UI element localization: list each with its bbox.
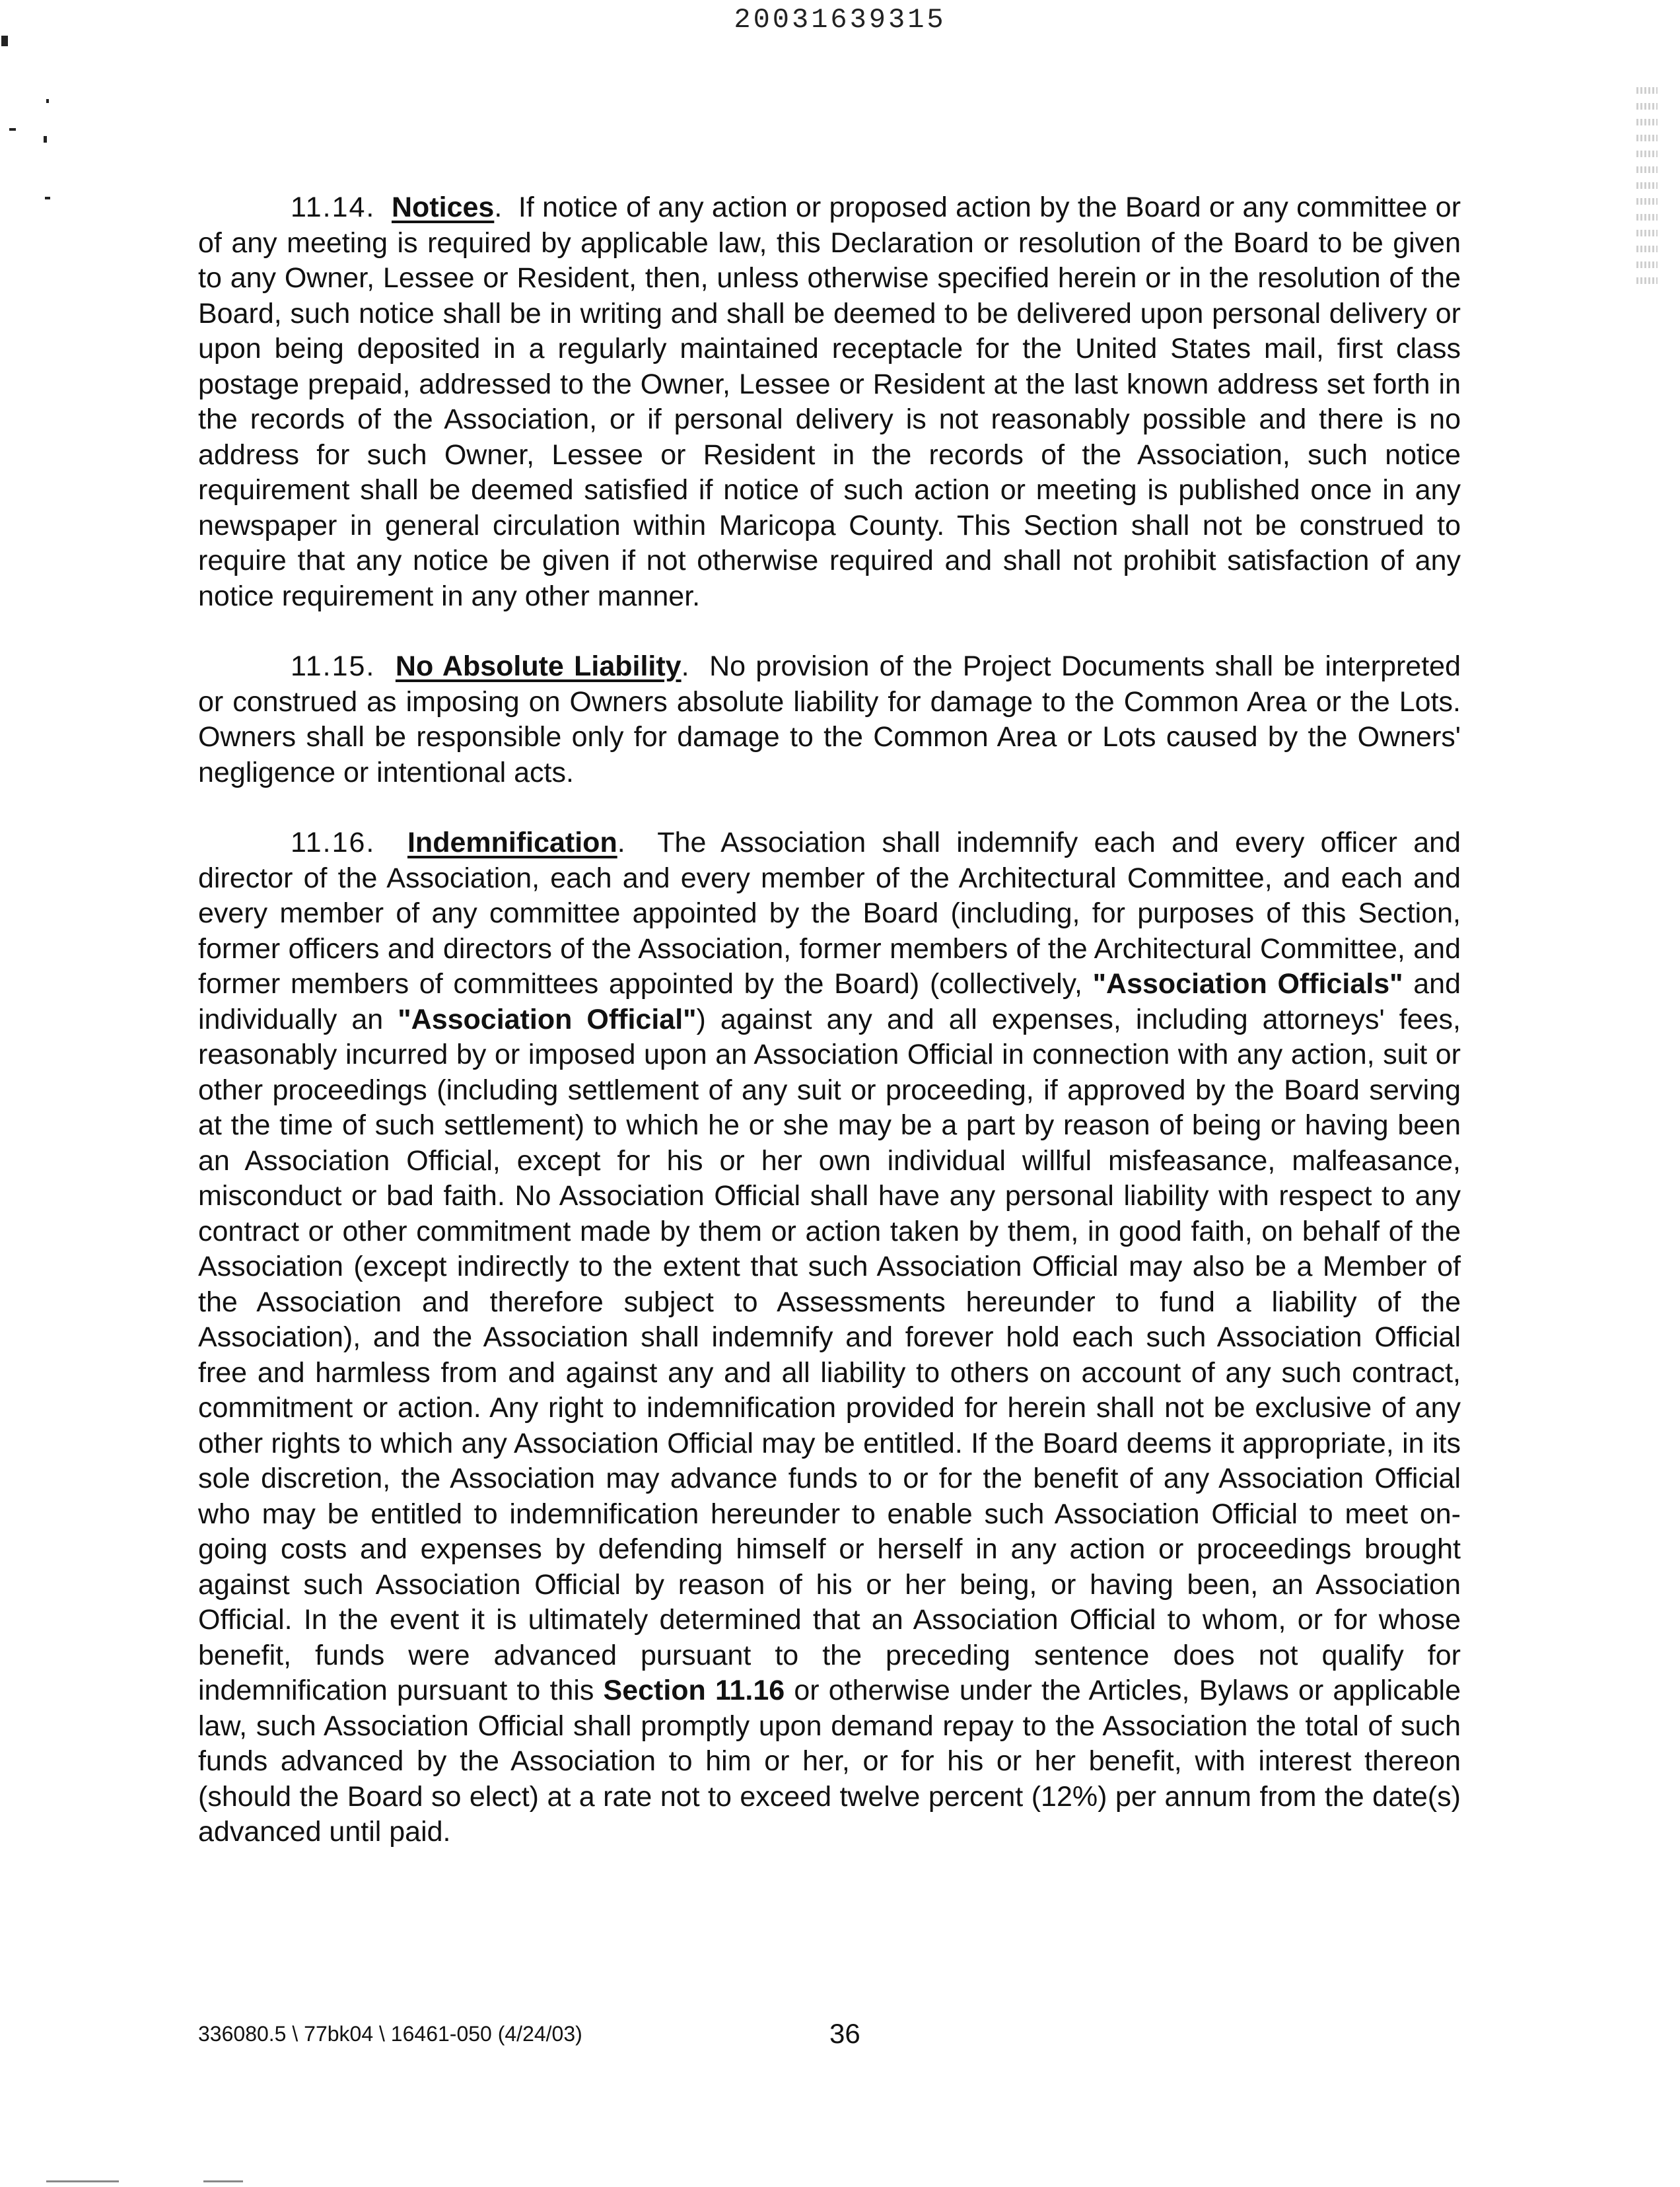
section-text: If notice of any action or proposed action by the Board or any committee or of any meeting is required by applicable law, this Declaration or resolution of the Board to be given to any Owner, Lessee or Resident, then, unless otherwise specified herein or in the resolution of the Board, such notice shall be in writing and shall be deemed to be delivered upon personal delivery or upon being deposited in a regularly maintained receptacle for the United States mail, first class postage prepaid, addressed to the Owner, Lessee or Resident at the last known address set forth in the records of the Association, or if personal delivery is not reasonably possible and there is no address for such Owner, Lessee or Resident in the records of the Association, such notice requirement shall be deemed satisfied if notice of such action or meeting is published once in any newspaper in general circulation within Maricopa County. This Section shall not be construed to require that any notice be given if not otherwise required and shall not prohibit satisfaction of any notice requirement in any other manner. [198, 191, 1461, 612]
section-11-14: 11.14. Notices. If notice of any action or proposed action by the Board or any committee or of any meeting is required by applicable law, this Declaration or resolution of the Board to be given to any Owner, Lessee or Resident, then, unless otherwise specified herein or in the resolution of the Board, such notice shall be in writing and shall be deemed to be delivered upon personal delivery or upon being deposited in a regularly maintained receptacle for the United States mail, first class postage prepaid, addressed to the Owner, Lessee or Resident at the last known address set forth in the records of the Association, or if personal delivery is not reasonably possible and there is no address for such Owner, Lessee or Resident in the records of the Association, such notice requirement shall be deemed satisfied if notice of such action or meeting is published once in any newspaper in general circulation within Maricopa County. This Section shall not be construed to require that any notice be given if not otherwise required and shall not prohibit satisfaction of any notice requirement in any other manner. [198, 191, 1461, 612]
section-number: 11.14. [291, 191, 376, 223]
section-text: and individually an [198, 968, 1461, 1035]
section-text: or otherwise under the Articles, Bylaws or applicable law, such Association Official shall promptly upon demand repay to the Association the total of such funds advanced by the Association to him or her, or for his or her benefit, with interest thereon (should the Board so elect) at a rate not to exceed twelve percent (12%) per annum from the date(s) advanced until paid. [198, 1675, 1461, 1848]
document-body [198, 190, 1461, 1885]
section-11-15: 11.15. No Absolute Liability. No provision of the Project Documents shall be interpreted or construed as imposing on Owners absolute liability for damage to the Common Area or the Lots. Owners shall be responsible only for damage to the Common Area or Lots caused by the Owners' negligence or intentional acts. [198, 650, 1461, 788]
scan-speck [45, 197, 50, 199]
scan-speck [44, 136, 47, 143]
section-heading: Indemnification [407, 827, 617, 858]
section-number: 11.15. [291, 650, 376, 682]
footer-document-id: 336080.5 \ 77bk04 \ 16461-050 (4/24/03) [198, 2022, 582, 2046]
page-number: 36 [829, 2018, 860, 2049]
recording-number: 20031639315 [734, 4, 946, 36]
section-text: No provision of the Project Documents shall be interpreted or construed as imposing on Owners absolute liability for damage to the Common Area or the Lots. Owners shall be responsible only for damage to the Common Area or Lots caused by the Owners' negligence or intentional acts. [198, 650, 1461, 788]
section-11-16: 11.16. Indemnification. The Association shall indemnify each and every officer and director of the Association, each and every member of the Architectural Committee, and each and every member of any committee appointed by the Board (including, for purposes of this Section, former officers and directors of the Association, former members of the Architectural Committee, and former members of committees appointed by the Board) (collectively, "Association Officials" and individually an "Association Official") against any and all expenses, including attorneys' fees, reasonably incurred by or imposed upon an Association Official in connection with any action, suit or other proceedings (including settlement of any suit or proceeding, if approved by the Board serving at the time of such settlement) to which he or she may be a part by reason of being or having been an Association Official, except for his or her own individual willful misfeasance, malfeasance, misconduct or bad faith. No Association Official shall have any personal liability with respect to any contract or other commitment made by them or action taken by them, in good faith, on behalf of the Association (except indirectly to the extent that such Association Official may also be a Member of the Association and therefore subject to Assessments hereunder to fund a liability of the Association), and the Association shall indemnify and forever hold each such Association Official free and harmless from and against any and all liability to others on account of any such contract, commitment or action. Any right to indemnification provided for herein shall not be exclusive of any other rights to which any Association Official may be entitled. If the Board deems it appropriate, in its sole discretion, the Association may advance funds to or for the benefit of any Association Official who may be entitled to indemnification hereunder to enable such Association Official to meet on-going costs and expenses by defending himself or herself in any action or proceedings brought against such Association Official by reason of his or her being, or having been, an Association Official. In the event it is ultimately determined that an Association Official to whom, or for whose benefit, funds were advanced pursuant to the preceding sentence does not qualify for indemnification pursuant to this Section 11.16 or otherwise under the Articles, Bylaws or applicable law, such Association Official shall promptly upon demand repay to the Association the total of such funds advanced by the Association to him or her, or for his or her benefit, with interest thereon (should the Board so elect) at a rate not to exceed twelve percent (12%) per annum from the date(s) advanced until paid. [198, 827, 1461, 1848]
margin-stamp-mark [1636, 87, 1658, 309]
section-reference: Section 11.16 [603, 1675, 785, 1706]
section-text: The Association shall indemnify each and every officer and director of the Association, each and every member of the Architectural Committee, and each and every member of any committee appointed by the Board (including, for purposes of this Section, former officers and directors of the Association, former members of the Architectural Committee, and former members of committees appointed by the Board) (collectively, [198, 827, 1461, 1000]
section-text: ) against any and all expenses, including attorneys' fees, reasonably incurred by or imposed upon an Association Official in connection with any action, suit or other proceedings (including settlement of any suit or proceeding, if approved by the Board serving at the time of such settlement) to which he or she may be a part by reason of being or having been an Association Official, except for his or her own individual willful misfeasance, malfeasance, misconduct or bad faith. No Association Official shall have any personal liability with respect to any contract or other commitment made by them or action taken by them, in good faith, on behalf of the Association (except indirectly to the extent that such Association Official may also be a Member of the Association and therefore subject to Assessments hereunder to fund a liability of the Association), and the Association shall indemnify and forever hold each such Association Official free and harmless from and against any and all liability to others on account of any such contract, commitment or action. Any right to indemnification provided for herein shall not be exclusive of any other rights to which any Association Official may be entitled. If the Board deems it appropriate, in its sole discretion, the Association may advance funds to or for the benefit of any Association Official who may be entitled to indemnification hereunder to enable such Association Official to meet on-going costs and expenses by defending himself or herself in any action or proceedings brought against such Association Official by reason of his or her being, or having been, an Association Official. In the event it is ultimately determined that an Association Official to whom, or for whose benefit, funds were advanced pursuant to the preceding sentence does not qualify for indemnification pursuant to this [198, 1003, 1461, 1706]
scan-speck [1, 36, 8, 46]
scan-speck [203, 2180, 243, 2182]
section-heading: No Absolute Liability [395, 650, 682, 682]
scan-speck [46, 2180, 119, 2182]
scan-speck [9, 128, 16, 131]
section-heading: Notices [391, 191, 495, 223]
scan-speck [46, 99, 49, 103]
defined-term: "Association Official" [398, 1003, 697, 1035]
section-number: 11.16. [291, 827, 376, 858]
defined-term: "Association Officials" [1092, 968, 1403, 1000]
